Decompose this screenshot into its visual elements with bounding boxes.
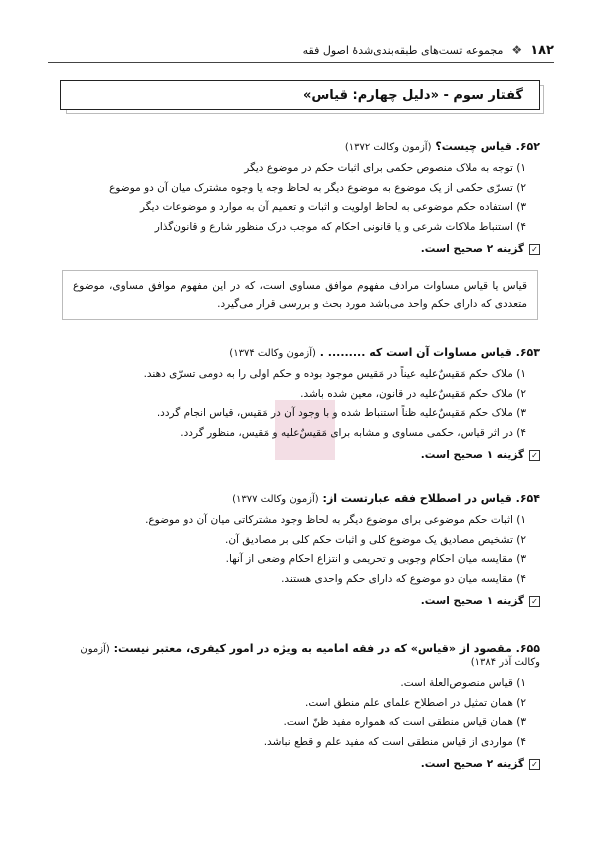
section-title-box [60,80,540,110]
checkbox-icon: ✓ [529,759,540,770]
question-number: ۶۵۳. [515,346,540,359]
answer-line [60,758,540,770]
option-3: ۳) ملاک حکم مَقیسٌ‌علیه ظناً استنباط شده و با وجود آن در مَقیس، قیاس انجام گردد. [156,407,526,419]
question-654 [60,492,540,607]
option-3: ۳) مقایسه میان احکام وجوبی و تحریمی و انتزاع احکام وضعی از آنها. [225,553,526,565]
answer-text: گزینه ۱ صحیح است. [420,595,524,607]
question-source: (آزمون وکالت ۱۳۷۴) [229,348,316,359]
question-title: قیاس مساوات آن است که ......... . [319,346,512,359]
answer-line [60,449,540,461]
question-source: (آزمون وکالت آذر ۱۳۸۴) [80,644,540,668]
option-4: ۴) استنباط ملاکات شرعی و یا قانونی احکام که موجب درک منظور شارع و قانون‌گذار [154,220,526,233]
page-number: ۱۸۲ [530,42,554,58]
option-2: ۲) تسرّی حکمی از یک موضوع به موضوع دیگر به لحاظ وجه یا وجوه مشترک میان آن دو موضوع [109,181,526,194]
option-3: ۳) استفاده حکم موضوعی به لحاظ اولویت و اثبات و تعمیم آن به موارد و موضوعات دیگر [139,201,526,213]
answer-text: گزینه ۲ صحیح است. [420,758,524,770]
explanation-box: قیاس یا قیاس مساوات مرادف مفهوم موافق مساوی است، که در این مفهوم موافق مساوی، موضوع متعددی که دارای حکم واحد می‌باشد مورد بحث و بررسی قرار می‌گیرد. [62,270,538,320]
page-header [48,38,554,63]
option-1: ۱) اثبات حکم موضوعی برای موضوع دیگر به لحاظ وجود مشترکاتی میان آن دو موضوع. [145,514,526,526]
question-header [60,346,540,359]
option-4: ۴) مقایسه میان دو موضوع که دارای حکم واحدی هستند. [281,572,526,585]
question-title: قیاس در اصطلاح فقه عبارتست از: [322,492,512,505]
question-number: ۶۵۴. [515,492,540,505]
option-4: ۴) در اثر قیاس، حکمی مساوی و مشابه برای مَقیسٌ‌علیه و مَقیس، منظور گردد. [180,426,526,439]
question-source: (آزمون وکالت ۱۳۷۲) [344,142,432,153]
question-653 [60,346,540,461]
question-number: ۶۵۲. [515,140,540,153]
answer-text: گزینه ۲ صحیح است. [420,243,524,255]
answer-line [60,595,540,607]
checkbox-icon: ✓ [529,244,540,255]
option-1: ۱) ملاک حکم مَقیسٌ‌علیه عیناً در مَقیس موجود بوده و حکم اولی را به دومی تسرّی دهند. [143,368,526,380]
answer-line [60,243,540,255]
option-1: ۱) توجه به ملاک منصوص حکمی برای اثبات حکم در موضوع دیگر [244,162,526,174]
question-652 [60,140,540,255]
answer-text: گزینه ۱ صحیح است. [420,449,524,461]
question-header [60,492,540,505]
section-title: گفتار سوم - «دلیل چهارم: قیاس» [302,87,523,103]
question-header [60,642,540,668]
question-title: مقصود از «قیاس» که در فقه امامیه به ویژه در امور کیفری، معتبر نیست: [113,642,512,655]
question-source: (آزمون وکالت ۱۳۷۷) [232,494,319,505]
option-2: ۲) ملاک حکم مَقیسٌ‌علیه در قانون، معین شده باشد. [300,387,526,400]
checkbox-icon: ✓ [529,450,540,461]
question-number: ۶۵۵. [515,642,540,655]
checkbox-icon: ✓ [529,596,540,607]
ornament-icon: ❖ [511,43,523,57]
option-2: ۲) همان تمثیل در اصطلاح علمای علم منطق است. [305,696,526,709]
question-655 [60,642,540,770]
book-title: مجموعه تست‌های طبقه‌بندی‌شدهٔ اصول فقه [302,43,504,57]
option-4: ۴) مواردی از قیاس منطقی است که مفید علم و قطع نباشد. [263,735,526,748]
option-2: ۲) تشخیص مصادیق یک موضوع کلی و اثبات حکم کلی بر مصادیق آن. [224,533,526,546]
question-header [60,140,540,153]
option-1: ۱) قیاس منصوص‌العلة است. [400,677,526,689]
question-title: قیاس چیست؟ [435,140,512,153]
option-3: ۳) همان قیاس منطقی است که همواره مفید ظنّ است. [283,716,526,728]
